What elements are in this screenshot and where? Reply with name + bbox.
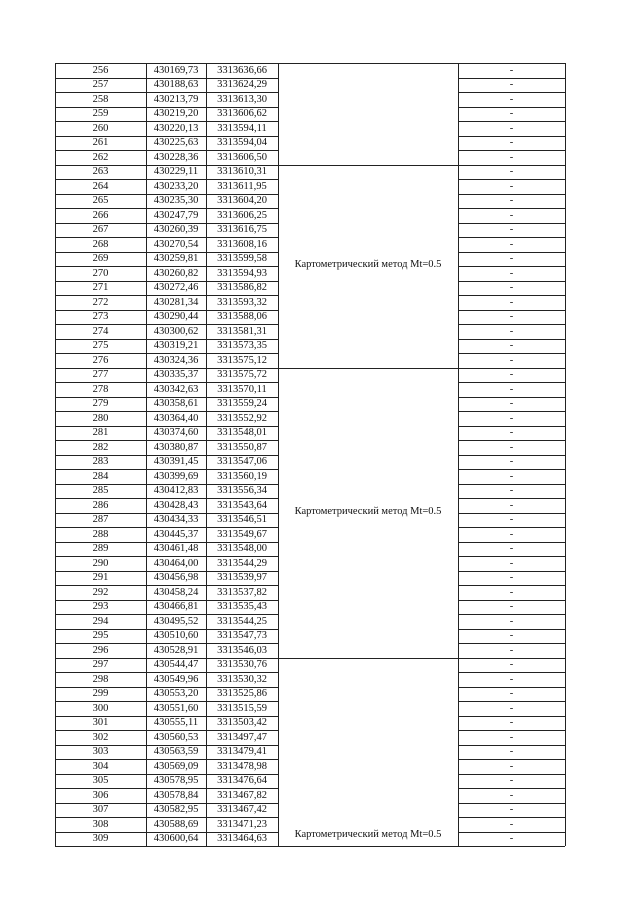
- y-coordinate-cell: 3313539,97: [217, 572, 267, 583]
- table-row-line: [55, 846, 278, 847]
- x-coordinate-cell: 430495,52: [153, 615, 199, 627]
- value-cell: -: [509, 528, 514, 540]
- x-coordinate-cell: 430281,34: [153, 296, 199, 308]
- value-cell: -: [509, 137, 514, 148]
- x-coordinate-cell: 430213,79: [153, 93, 199, 105]
- x-coordinate-cell: 430290,44: [153, 311, 199, 322]
- row-number-cell: 300: [92, 702, 109, 714]
- row-number-cell: 306: [92, 789, 109, 801]
- y-coordinate-cell: 3313515,59: [217, 702, 267, 714]
- x-coordinate-cell: 430549,96: [153, 673, 199, 685]
- x-coordinate-cell: 430225,63: [153, 137, 199, 148]
- row-number-cell: 289: [92, 543, 109, 554]
- value-cell: -: [509, 470, 514, 482]
- value-cell: -: [509, 354, 514, 366]
- coordinates-table: [55, 63, 565, 847]
- x-coordinate-cell: 430510,60: [153, 630, 199, 641]
- x-coordinate-cell: 430458,24: [153, 586, 199, 598]
- x-coordinate-cell: 430528,91: [153, 644, 199, 656]
- x-coordinate-cell: 430228,36: [153, 151, 199, 163]
- y-coordinate-cell: 3313616,75: [217, 224, 267, 235]
- row-number-cell: 305: [92, 775, 109, 786]
- value-cell: -: [509, 122, 514, 134]
- row-number-cell: 302: [92, 731, 109, 743]
- row-number-cell: 277: [92, 369, 109, 380]
- row-number-cell: 283: [92, 456, 109, 467]
- table-vertical-line: [565, 63, 566, 846]
- value-cell: -: [509, 412, 514, 424]
- row-number-cell: 290: [92, 557, 109, 569]
- row-number-cell: 303: [92, 746, 109, 757]
- x-coordinate-cell: 430374,60: [153, 427, 199, 438]
- row-number-cell: 280: [92, 412, 109, 424]
- value-cell: -: [509, 456, 514, 467]
- method-group-border: [278, 165, 458, 166]
- row-number-cell: 268: [92, 238, 109, 250]
- row-number-cell: 307: [92, 804, 109, 815]
- value-cell: -: [509, 731, 514, 743]
- method-group-border: [278, 846, 458, 847]
- x-coordinate-cell: 430235,30: [153, 195, 199, 206]
- x-coordinate-cell: 430464,00: [153, 557, 199, 569]
- row-number-cell: 292: [92, 586, 109, 598]
- y-coordinate-cell: 3313604,20: [217, 195, 267, 206]
- row-number-cell: 272: [92, 296, 109, 308]
- value-cell: -: [509, 151, 514, 163]
- y-coordinate-cell: 3313624,29: [217, 79, 267, 90]
- y-coordinate-cell: 3313594,04: [217, 137, 267, 148]
- table-row-line: [458, 846, 565, 847]
- row-number-cell: 264: [92, 180, 109, 192]
- row-number-cell: 294: [92, 615, 109, 627]
- x-coordinate-cell: 430260,82: [153, 267, 199, 279]
- row-number-cell: 295: [92, 630, 109, 641]
- value-cell: -: [509, 659, 514, 670]
- value-cell: -: [509, 543, 514, 554]
- x-coordinate-cell: 430563,59: [153, 746, 199, 757]
- x-coordinate-cell: 430229,11: [153, 166, 199, 177]
- row-number-cell: 287: [92, 514, 109, 525]
- value-cell: -: [509, 833, 514, 844]
- x-coordinate-cell: 430555,11: [153, 717, 199, 728]
- value-cell: -: [509, 514, 514, 525]
- row-number-cell: 261: [92, 137, 109, 148]
- y-coordinate-cell: 3313546,03: [217, 644, 267, 656]
- y-coordinate-cell: 3313530,32: [217, 673, 267, 685]
- y-coordinate-cell: 3313606,62: [217, 108, 267, 119]
- value-cell: -: [509, 180, 514, 192]
- value-cell: -: [509, 499, 514, 511]
- y-coordinate-cell: 3313608,16: [217, 238, 267, 250]
- value-cell: -: [509, 267, 514, 279]
- value-cell: -: [509, 166, 514, 177]
- row-number-cell: 258: [92, 93, 109, 105]
- y-coordinate-cell: 3313530,76: [217, 659, 267, 670]
- y-coordinate-cell: 3313552,92: [217, 412, 267, 424]
- y-coordinate-cell: 3313543,64: [217, 499, 267, 511]
- value-cell: -: [509, 64, 514, 76]
- x-coordinate-cell: 430445,37: [153, 528, 199, 540]
- x-coordinate-cell: 430428,43: [153, 499, 199, 511]
- row-number-cell: 278: [92, 383, 109, 395]
- y-coordinate-cell: 3313573,35: [217, 340, 267, 351]
- row-number-cell: 285: [92, 485, 109, 496]
- x-coordinate-cell: 430544,47: [153, 659, 199, 670]
- value-cell: -: [509, 325, 514, 337]
- method-group-border: [278, 63, 458, 64]
- y-coordinate-cell: 3313594,93: [217, 267, 267, 279]
- y-coordinate-cell: 3313606,25: [217, 209, 267, 221]
- method-group-border: [278, 368, 458, 369]
- x-coordinate-cell: 430582,95: [153, 804, 199, 815]
- method-label: Картометрический метод Mt=0.5: [294, 259, 442, 270]
- row-number-cell: 262: [92, 151, 109, 163]
- x-coordinate-cell: 430553,20: [153, 688, 199, 699]
- x-coordinate-cell: 430324,36: [153, 354, 199, 366]
- value-cell: -: [509, 441, 514, 453]
- value-cell: -: [509, 209, 514, 221]
- row-number-cell: 273: [92, 311, 109, 322]
- x-coordinate-cell: 430391,45: [153, 456, 199, 467]
- value-cell: -: [509, 485, 514, 496]
- value-cell: -: [509, 601, 514, 612]
- y-coordinate-cell: 3313593,32: [217, 296, 267, 308]
- value-cell: -: [509, 340, 514, 351]
- y-coordinate-cell: 3313544,25: [217, 615, 267, 627]
- y-coordinate-cell: 3313467,82: [217, 789, 267, 801]
- value-cell: -: [509, 383, 514, 395]
- value-cell: -: [509, 253, 514, 264]
- x-coordinate-cell: 430551,60: [153, 702, 199, 714]
- row-number-cell: 269: [92, 253, 109, 264]
- value-cell: -: [509, 398, 514, 409]
- y-coordinate-cell: 3313586,82: [217, 282, 267, 293]
- row-number-cell: 299: [92, 688, 109, 699]
- value-cell: -: [509, 717, 514, 728]
- y-coordinate-cell: 3313559,24: [217, 398, 267, 409]
- value-cell: -: [509, 93, 514, 105]
- method-group-border: [278, 658, 458, 659]
- row-number-cell: 301: [92, 717, 109, 728]
- value-cell: -: [509, 804, 514, 815]
- x-coordinate-cell: 430219,20: [153, 108, 199, 119]
- x-coordinate-cell: 430569,09: [153, 760, 199, 772]
- value-cell: -: [509, 296, 514, 308]
- row-number-cell: 275: [92, 340, 109, 351]
- y-coordinate-cell: 3313550,87: [217, 441, 267, 453]
- value-cell: -: [509, 630, 514, 641]
- value-cell: -: [509, 282, 514, 293]
- x-coordinate-cell: 430259,81: [153, 253, 199, 264]
- x-coordinate-cell: 430335,37: [153, 369, 199, 380]
- y-coordinate-cell: 3313611,95: [217, 180, 267, 192]
- value-cell: -: [509, 615, 514, 627]
- x-coordinate-cell: 430319,21: [153, 340, 199, 351]
- value-cell: -: [509, 673, 514, 685]
- row-number-cell: 259: [92, 108, 109, 119]
- y-coordinate-cell: 3313581,31: [217, 325, 267, 337]
- row-number-cell: 304: [92, 760, 109, 772]
- x-coordinate-cell: 430220,13: [153, 122, 199, 134]
- row-number-cell: 274: [92, 325, 109, 337]
- y-coordinate-cell: 3313525,86: [217, 688, 267, 699]
- value-cell: -: [509, 238, 514, 250]
- x-coordinate-cell: 430600,64: [153, 833, 199, 844]
- row-number-cell: 282: [92, 441, 109, 453]
- y-coordinate-cell: 3313575,12: [217, 354, 267, 366]
- value-cell: -: [509, 818, 514, 830]
- table-vertical-line: [278, 63, 279, 846]
- y-coordinate-cell: 3313464,63: [217, 833, 267, 844]
- row-number-cell: 284: [92, 470, 109, 482]
- value-cell: -: [509, 775, 514, 786]
- x-coordinate-cell: 430588,69: [153, 818, 199, 830]
- row-number-cell: 256: [92, 64, 109, 76]
- x-coordinate-cell: 430358,61: [153, 398, 199, 409]
- row-number-cell: 291: [92, 572, 109, 583]
- y-coordinate-cell: 3313556,34: [217, 485, 267, 496]
- x-coordinate-cell: 430270,54: [153, 238, 199, 250]
- value-cell: -: [509, 572, 514, 583]
- y-coordinate-cell: 3313547,06: [217, 456, 267, 467]
- x-coordinate-cell: 430169,73: [153, 64, 199, 76]
- x-coordinate-cell: 430342,63: [153, 383, 199, 395]
- x-coordinate-cell: 430260,39: [153, 224, 199, 235]
- value-cell: -: [509, 224, 514, 235]
- x-coordinate-cell: 430300,62: [153, 325, 199, 337]
- row-number-cell: 271: [92, 282, 109, 293]
- method-label: Картометрический метод Mt=0.5: [294, 828, 442, 840]
- value-cell: -: [509, 311, 514, 322]
- row-number-cell: 270: [92, 267, 109, 279]
- y-coordinate-cell: 3313636,66: [217, 64, 267, 76]
- row-number-cell: 279: [92, 398, 109, 409]
- value-cell: -: [509, 760, 514, 772]
- y-coordinate-cell: 3313548,00: [217, 543, 267, 554]
- x-coordinate-cell: 430188,63: [153, 79, 199, 90]
- x-coordinate-cell: 430560,53: [153, 731, 199, 743]
- x-coordinate-cell: 430380,87: [153, 441, 199, 453]
- value-cell: -: [509, 369, 514, 380]
- value-cell: -: [509, 789, 514, 801]
- row-number-cell: 309: [92, 833, 109, 844]
- row-number-cell: 260: [92, 122, 109, 134]
- x-coordinate-cell: 430233,20: [153, 180, 199, 192]
- value-cell: -: [509, 586, 514, 598]
- value-cell: -: [509, 688, 514, 699]
- row-number-cell: 298: [92, 673, 109, 685]
- row-number-cell: 281: [92, 427, 109, 438]
- x-coordinate-cell: 430247,79: [153, 209, 199, 221]
- y-coordinate-cell: 3313594,11: [217, 122, 267, 134]
- row-number-cell: 297: [92, 659, 109, 670]
- row-number-cell: 293: [92, 601, 109, 612]
- y-coordinate-cell: 3313535,43: [217, 601, 267, 612]
- y-coordinate-cell: 3313547,73: [217, 630, 267, 641]
- value-cell: -: [509, 108, 514, 119]
- y-coordinate-cell: 3313570,11: [217, 383, 267, 395]
- row-number-cell: 266: [92, 209, 109, 221]
- y-coordinate-cell: 3313479,41: [217, 746, 267, 757]
- row-number-cell: 286: [92, 499, 109, 511]
- value-cell: -: [509, 702, 514, 714]
- y-coordinate-cell: 3313575,72: [217, 369, 267, 380]
- y-coordinate-cell: 3313613,30: [217, 93, 267, 105]
- y-coordinate-cell: 3313537,82: [217, 586, 267, 598]
- row-number-cell: 288: [92, 528, 109, 540]
- row-number-cell: 296: [92, 644, 109, 656]
- x-coordinate-cell: 430578,84: [153, 789, 199, 801]
- row-number-cell: 276: [92, 354, 109, 366]
- x-coordinate-cell: 430412,83: [153, 485, 199, 496]
- y-coordinate-cell: 3313610,31: [217, 166, 267, 177]
- y-coordinate-cell: 3313560,19: [217, 470, 267, 482]
- y-coordinate-cell: 3313503,42: [217, 717, 267, 728]
- row-number-cell: 267: [92, 224, 109, 235]
- x-coordinate-cell: 430461,48: [153, 543, 199, 554]
- y-coordinate-cell: 3313548,01: [217, 427, 267, 438]
- value-cell: -: [509, 644, 514, 656]
- row-number-cell: 257: [92, 79, 109, 90]
- x-coordinate-cell: 430578,95: [153, 775, 199, 786]
- y-coordinate-cell: 3313467,42: [217, 804, 267, 815]
- x-coordinate-cell: 430399,69: [153, 470, 199, 482]
- row-number-cell: 265: [92, 195, 109, 206]
- value-cell: -: [509, 195, 514, 206]
- y-coordinate-cell: 3313471,23: [217, 818, 267, 830]
- y-coordinate-cell: 3313599,58: [217, 253, 267, 264]
- y-coordinate-cell: 3313544,29: [217, 557, 267, 569]
- x-coordinate-cell: 430456,98: [153, 572, 199, 583]
- value-cell: -: [509, 557, 514, 569]
- value-cell: -: [509, 746, 514, 757]
- value-cell: -: [509, 79, 514, 90]
- value-cell: -: [509, 427, 514, 438]
- y-coordinate-cell: 3313497,47: [217, 731, 267, 743]
- y-coordinate-cell: 3313546,51: [217, 514, 267, 525]
- row-number-cell: 263: [92, 166, 109, 177]
- x-coordinate-cell: 430466,81: [153, 601, 199, 612]
- y-coordinate-cell: 3313478,98: [217, 760, 267, 772]
- x-coordinate-cell: 430364,40: [153, 412, 199, 424]
- y-coordinate-cell: 3313549,67: [217, 528, 267, 540]
- y-coordinate-cell: 3313476,64: [217, 775, 267, 786]
- y-coordinate-cell: 3313588,06: [217, 311, 267, 322]
- y-coordinate-cell: 3313606,50: [217, 151, 267, 163]
- x-coordinate-cell: 430272,46: [153, 282, 199, 293]
- method-label: Картометрический метод Mt=0.5: [294, 505, 442, 517]
- x-coordinate-cell: 430434,33: [153, 514, 199, 525]
- row-number-cell: 308: [92, 818, 109, 830]
